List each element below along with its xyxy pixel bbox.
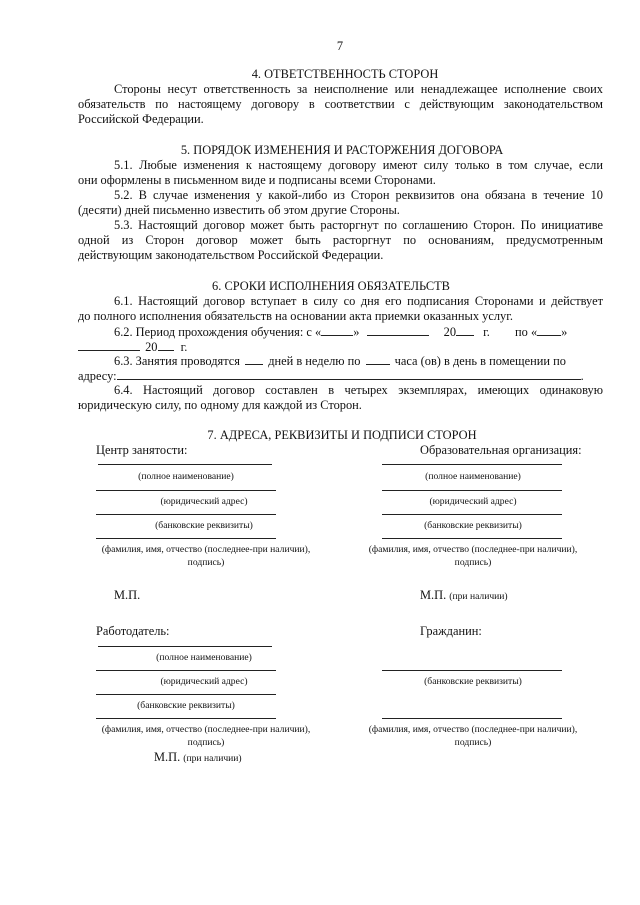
section-4-line-1: Стороны несут ответственность за неисполнение или ненадлежащее исполнение своих [114,82,603,96]
educational-org-address-line[interactable] [382,490,562,491]
section-7-title: 7. АДРЕСА, РЕКВИЗИТЫ И ПОДПИСИ СТОРОН [207,428,477,442]
section-5-line-5: 5.3. Настоящий договор может быть расторгнут по соглашению Сторон. По инициативе [114,218,603,232]
section-5-title: 5. ПОРЯДОК ИЗМЕНЕНИЯ И РАСТОРЖЕНИЯ ДОГОВОРА [180,143,504,157]
section-6-4-line-1: 6.4. Настоящий договор составлен в четырех экземплярах, имеющих одинаковую [114,383,603,397]
address-label: адресу: [78,369,117,383]
educational-org-label: Образовательная организация: [420,443,582,457]
citizen-label: Гражданин: [420,624,482,638]
section-5-line-1: 5.1. Любые изменения к настоящему договору имеют силу только в том случае, если [114,158,603,172]
employment-center-name-line[interactable] [98,464,272,465]
section-6-4-line-2: юридическую силу, по одному для каждой из Сторон. [78,398,362,412]
start-day-close-quote: » [353,325,360,339]
hours-per-day-label: часа (ов) в день в помещении по [394,354,566,368]
section-5-line-4: (десяти) дней письменно известить об этом другие Стороны. [78,203,400,217]
classes-label: 6.3. Занятия проводятся [114,354,240,368]
educational-org-name-caption: (полное наименование) [425,471,521,482]
employment-center-name-caption: (полное наименование) [138,471,234,482]
employer-stamp-note: (при наличии) [183,753,242,764]
citizen-bank-line[interactable] [382,670,562,671]
employer-address-line[interactable] [96,670,276,671]
employer-stamp [154,750,242,765]
section-5-line-2: они оформлены в письменном виде и подписаны всеми Сторонами. [78,173,436,187]
section-6-line-2: до полного исполнения обязательств на основании акта приемки оказанных услуг. [78,309,514,323]
start-year-field[interactable] [456,324,474,336]
educational-org-name-line[interactable] [382,464,562,465]
page-number: 7 [336,39,344,53]
employer-address-caption: (юридический адрес) [160,676,248,687]
educational-org-signature-caption-2: подпись) [454,557,492,568]
educational-org-signature-caption-1: (фамилия, имя, отчество (последнее-при наличии), [368,544,578,555]
section-4-line-2: обязательств по настоящему договору в соответствии с действующим законодательством [78,97,603,111]
section-6-2-line [114,324,567,340]
employment-center-address-caption: (юридический адрес) [160,496,248,507]
end-day-close-quote: » [561,325,568,339]
employer-signature-caption-2: подпись) [187,737,225,748]
citizen-bank-caption: (банковские реквизиты) [424,676,522,687]
end-day-field[interactable] [537,324,561,336]
section-5-line-7: действующим законодательством Российской Федерации. [78,248,384,262]
end-label: по « [515,325,538,339]
employer-bank-caption: (банковские реквизиты) [137,700,235,711]
employment-center-signature-caption-2: подпись) [187,557,225,568]
employment-center-bank-line[interactable] [96,514,276,515]
period-label: 6.2. Период прохождения обучения: с « [114,325,322,339]
citizen-signature-caption-2: подпись) [454,737,492,748]
employment-center-signature-caption-1: (фамилия, имя, отчество (последнее-при наличии), [101,544,311,555]
end-year-prefix: 20 [145,340,158,354]
section-4-title: 4. ОТВЕТСТВЕННОСТЬ СТОРОН [251,67,439,81]
employer-name-line[interactable] [98,646,272,647]
citizen-signature-line[interactable] [382,718,562,719]
educational-org-stamp-note: (при наличии) [449,591,508,602]
educational-org-address-caption: (юридический адрес) [429,496,517,507]
educational-org-bank-line[interactable] [382,514,562,515]
end-month-field[interactable] [78,339,140,351]
days-per-week-field[interactable] [245,353,263,365]
section-6-3-line [114,353,566,369]
educational-org-bank-caption: (банковские реквизиты) [424,520,522,531]
start-month-field[interactable] [367,324,429,336]
employer-name-caption: (полное наименование) [156,652,252,663]
end-year-suffix: г. [180,340,188,354]
educational-org-stamp [420,588,508,603]
section-5-line-6: одной из Сторон договор может быть расторгнут по основаниям, предусмотренным [78,233,603,247]
start-year-suffix: г. [483,325,490,339]
hours-per-day-field[interactable] [366,353,390,365]
section-6-title: 6. СРОКИ ИСПОЛНЕНИЯ ОБЯЗАТЕЛЬСТВ [212,279,450,293]
employment-center-label: Центр занятости: [96,443,188,457]
section-6-line-1: 6.1. Настоящий договор вступает в силу со дня его подписания Сторонами и действует [114,294,603,308]
employment-center-address-line[interactable] [96,490,276,491]
section-6-3-address [78,368,584,384]
employer-signature-line[interactable] [96,718,276,719]
employer-label: Работодатель: [96,624,170,638]
educational-org-stamp-mp: М.П. [420,588,447,602]
employment-center-bank-caption: (банковские реквизиты) [155,520,253,531]
section-4-line-3: Российской Федерации. [78,112,204,126]
address-field[interactable] [117,368,581,380]
end-year-field[interactable] [158,339,174,351]
employer-bank-line[interactable] [96,694,276,695]
employment-center-stamp: М.П. [114,588,141,602]
section-5-line-3: 5.2. В случае изменения у какой-либо из Сторон реквизитов она обязана в течение 10 [114,188,603,202]
citizen-signature-caption-1: (фамилия, имя, отчество (последнее-при наличии), [368,724,578,735]
address-end: . [580,369,584,383]
educational-org-signature-line[interactable] [382,538,562,539]
start-year-prefix: 20 [443,325,457,339]
employer-stamp-mp: М.П. [154,750,181,764]
employment-center-signature-line[interactable] [96,538,276,539]
employer-signature-caption-1: (фамилия, имя, отчество (последнее-при наличии), [101,724,311,735]
days-per-week-label: дней в неделю по [268,354,361,368]
start-day-field[interactable] [321,324,353,336]
